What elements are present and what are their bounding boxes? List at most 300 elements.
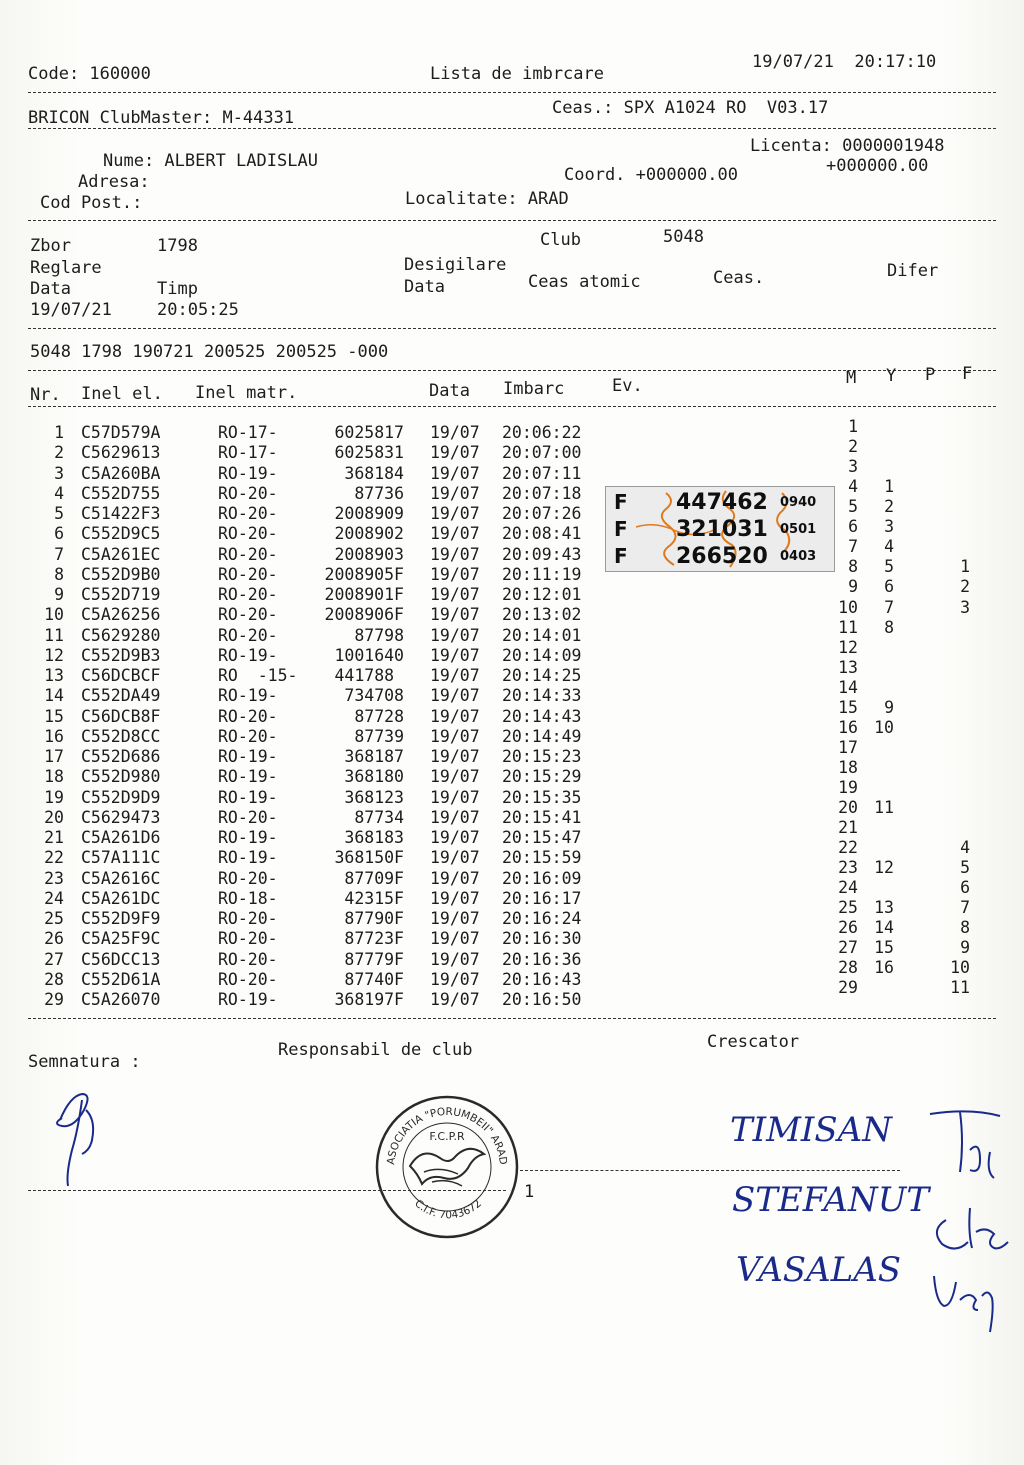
registration-serial: 2008903 [334,544,404,564]
registration-prefix: RO-20- [218,868,278,888]
license-label: Licenta: 0000001948 [750,136,945,156]
svg-text:C.I.F. 7043672: C.I.F. 7043672 [412,1197,484,1222]
boarding-time: 20:15:41 [502,807,582,827]
boarding-time: 20:15:29 [502,767,582,787]
col-m: 3 [848,457,858,477]
registration-prefix: RO-17- [218,423,278,442]
boarding-time: 20:16:50 [502,990,582,1009]
row-number: 8 [54,564,64,584]
registration-serial: 6025817 [334,423,404,442]
col-m: 21 [838,818,858,837]
boarding-time: 20:09:43 [502,544,582,564]
col-y: 4 [884,537,894,557]
arrival-date: 19/07 [430,483,480,503]
divider [28,220,996,221]
page-number: 1 [524,1182,535,1202]
seal-line: F 321031 0501 [614,517,817,542]
document-title: Lista de imbrcare [430,64,604,84]
arrival-date: 19/07 [430,787,480,807]
col-f: 1 [960,557,970,577]
boarding-time: 20:07:11 [502,463,582,483]
registration-prefix: RO-20- [218,524,278,544]
electronic-ring: C552D9C5 [81,524,161,544]
electronic-ring: C57A111C [81,848,161,868]
registration-prefix: RO-19- [218,686,278,706]
col-m: 2 [848,437,858,457]
boarding-time: 20:16:17 [502,888,582,908]
col-m: 27 [838,938,858,958]
handwritten-initials [920,1100,1020,1340]
col-y: 5 [884,557,894,577]
col-m: 11 [838,617,858,637]
registration-prefix: RO-19- [218,463,278,483]
handwritten-name-3: VASALAS [736,1250,902,1290]
club-round-stamp [372,1092,522,1240]
col-f: 9 [960,938,970,958]
row-number: 14 [44,686,64,706]
setting-time: 20:05:25 [157,300,239,320]
registration-serial: 368197F [334,990,404,1009]
table-row [0,657,1024,686]
registration-prefix: RO-20- [218,564,278,584]
club-label: Club [540,230,581,250]
clock-column-label: Ceas. [713,268,765,288]
col-m: 8 [848,557,858,577]
col-y: 3 [884,517,894,537]
seal-ring-sticker [605,486,835,572]
club-responsible-label: Responsabil de club [278,1040,473,1060]
col-f: 5 [960,858,970,878]
table-row [0,757,1024,787]
boarding-time: 20:16:09 [502,868,582,888]
boarding-time: 20:14:25 [502,666,582,685]
registration-prefix: RO-19- [218,645,278,665]
col-m: 14 [838,677,858,697]
registration-serial: 734708 [344,686,404,706]
row-number: 7 [54,544,64,564]
divider [28,406,996,407]
registration-serial: 2008906F [324,605,404,625]
arrival-date: 19/07 [430,828,480,847]
difference-label: Difer [887,261,939,281]
col-m: 4 [848,477,858,497]
col-y: 16 [874,958,894,978]
electronic-ring: C57D579A [81,423,161,442]
header-f: F [962,364,973,384]
registration-serial: 368184 [344,463,404,483]
boarding-time: 20:16:43 [502,969,582,989]
header-electronic-ring: Inel el. [81,384,163,404]
header-boarding: Imbarc [503,379,565,399]
arrival-date: 19/07 [430,868,480,888]
row-number: 29 [44,990,64,1009]
registration-prefix: RO-20- [218,544,278,564]
registration-prefix: RO-20- [218,585,278,604]
boarding-time: 20:14:49 [502,726,582,746]
boarding-time: 20:15:47 [502,828,582,847]
arrival-date: 19/07 [430,909,480,928]
col-y: 9 [884,697,894,717]
registration-prefix: RO-19- [218,848,278,868]
electronic-ring: C552D61A [81,969,161,989]
arrival-date: 19/07 [430,706,480,726]
electronic-ring: C552D8CC [81,726,161,746]
registration-prefix: RO-20- [218,625,278,645]
registration-serial: 2008901F [324,585,404,604]
electronic-ring: C5629473 [81,807,161,827]
registration-serial: 87728 [354,706,404,726]
electronic-ring: C5A2616C [81,868,161,888]
arrival-date: 19/07 [430,443,480,463]
electronic-ring: C552D9D9 [81,787,161,807]
boarding-time: 20:07:26 [502,504,582,523]
registration-prefix: RO-20- [218,949,278,969]
arrival-date: 19/07 [430,969,480,989]
seal-line: F 447462 0940 [614,490,817,515]
col-m: 22 [838,838,858,858]
clock-label: Ceas.: SPX A1024 RO V03.17 [552,98,829,118]
electronic-ring: C552D9B3 [81,645,161,665]
col-m: 19 [838,777,858,797]
registration-serial: 87740F [344,969,404,989]
row-number: 3 [54,463,64,483]
col-m: 29 [838,978,858,998]
divider [28,328,996,329]
svg-text:ASOCIATIA "PORUMBEII" ARAD: ASOCIATIA "PORUMBEII" ARAD [385,1105,509,1166]
col-m: 17 [838,737,858,757]
row-number: 15 [44,706,64,726]
boarding-time: 20:11:19 [502,564,582,584]
row-number: 11 [44,625,64,645]
row-number: 1 [54,423,64,442]
row-number: 12 [44,645,64,665]
table-row [0,717,1024,747]
registration-prefix: RO-19- [218,767,278,787]
seal-line: F 266520 0403 [614,544,817,569]
electronic-ring: C5A260BA [81,463,161,483]
boarding-time: 20:06:22 [502,423,582,442]
coordinates-label: Coord. +000000.00 [564,165,738,185]
arrival-date: 19/07 [430,564,480,584]
print-datetime: 19/07/21 20:17:10 [752,52,937,72]
setting-date: 19/07/21 [30,300,112,320]
unsealing-label: Desigilare [404,255,507,275]
boarding-time: 20:14:01 [502,625,582,645]
row-number: 23 [44,868,64,888]
row-number: 24 [44,888,64,908]
registration-prefix: RO-20- [218,483,278,503]
arrival-date: 19/07 [430,990,480,1009]
registration-serial: 87790F [344,909,404,928]
col-f: 4 [960,838,970,858]
table-row [0,417,1024,443]
registration-serial: 87736 [354,483,404,503]
row-number: 22 [44,848,64,868]
electronic-ring: C552D755 [81,483,161,503]
table-row [0,637,1024,666]
row-number: 18 [44,767,64,787]
time-label: Timp [157,279,198,299]
arrival-date: 19/07 [430,888,480,908]
registration-prefix: RO-20- [218,504,278,523]
registration-prefix: RO-20- [218,605,278,625]
col-f: 3 [960,597,970,617]
arrival-date: 19/07 [430,605,480,625]
handwritten-name-2: STEFANUT [732,1180,930,1220]
electronic-ring: C51422F3 [81,504,161,523]
col-y: 15 [874,938,894,958]
header-nr: Nr. [30,385,61,405]
boarding-time: 20:13:02 [502,605,582,625]
arrival-date: 19/07 [430,666,480,685]
header-registration-ring: Inel matr. [195,383,298,403]
signature-label: Semnatura : [28,1052,141,1072]
registration-prefix: RO-20- [218,969,278,989]
registration-serial: 368183 [344,828,404,847]
col-f: 11 [950,978,970,998]
table-row [0,437,1024,463]
registration-serial: 87739 [354,726,404,746]
table-row [0,737,1024,767]
electronic-ring: C552D980 [81,767,161,787]
col-f: 8 [960,918,970,938]
table-row [0,798,1024,828]
arrival-date: 19/07 [430,524,480,544]
registration-prefix: RO-20- [218,706,278,726]
setting-label: Reglare [30,258,102,278]
header-date: Data [429,381,470,401]
boarding-time: 20:15:23 [502,747,582,766]
header-p: P [925,365,936,385]
electronic-ring: C552D9B0 [81,564,161,584]
col-m: 15 [838,697,858,717]
registration-serial: 87723F [344,929,404,949]
boarding-time: 20:14:33 [502,686,582,706]
col-f: 2 [960,577,970,597]
table-row [0,617,1024,646]
registration-prefix: RO-20- [218,807,278,827]
col-f: 10 [950,958,970,978]
boarding-time: 20:07:18 [502,483,582,503]
electronic-ring: C552D9F9 [81,909,161,928]
divider [28,128,996,129]
registration-prefix: RO -15- [218,666,298,685]
col-m: 28 [838,958,858,978]
electronic-ring: C56DCC13 [81,949,161,969]
electronic-ring: C56DCBCF [81,666,161,685]
registration-prefix: RO-19- [218,747,278,766]
registration-prefix: RO-19- [218,990,278,1009]
electronic-ring: C552DA49 [81,686,161,706]
arrival-date: 19/07 [430,949,480,969]
registration-prefix: RO-19- [218,828,278,847]
boarding-time: 20:16:24 [502,909,582,928]
col-m: 16 [838,717,858,737]
boarding-time: 20:16:36 [502,949,582,969]
registration-serial: 87798 [354,625,404,645]
col-m: 13 [838,657,858,677]
arrival-date: 19/07 [430,504,480,523]
row-number: 17 [44,747,64,766]
arrival-date: 19/07 [430,807,480,827]
arrival-date: 19/07 [430,645,480,665]
atomic-clock-label: Ceas atomic [528,272,641,292]
col-y: 12 [874,858,894,878]
row-number: 5 [54,504,64,523]
coordinates-value-2: +000000.00 [826,156,929,176]
col-f: 7 [960,898,970,918]
arrival-date: 19/07 [430,625,480,645]
col-m: 5 [848,497,858,517]
registration-serial: 368187 [344,747,404,766]
arrival-date: 19/07 [430,686,480,706]
row-number: 19 [44,787,64,807]
registration-serial: 2008902 [334,524,404,544]
boarding-time: 20:14:09 [502,645,582,665]
locality-label: Localitate: ARAD [405,189,569,209]
header-event: Ev. [612,376,643,396]
arrival-date: 19/07 [430,463,480,483]
date-label: Data [30,279,71,299]
electronic-ring: C5A25F9C [81,929,161,949]
col-y: 6 [884,577,894,597]
electronic-ring: C5A261EC [81,544,161,564]
row-number: 28 [44,969,64,989]
header-m: M [846,368,857,388]
arrival-date: 19/07 [430,423,480,442]
col-f: 6 [960,878,970,898]
row-number: 16 [44,726,64,746]
handwritten-signature-left [40,1080,120,1190]
electronic-ring: C552D719 [81,585,161,604]
owner-name: Nume: ALBERT LADISLAU [103,151,318,171]
electronic-ring: C5A26256 [81,605,161,625]
col-m: 12 [838,637,858,657]
electronic-ring: C5A261D6 [81,828,161,847]
row-number: 21 [44,828,64,847]
arrival-date: 19/07 [430,585,480,604]
unsealing-date-label: Data [404,277,445,297]
col-m: 10 [838,597,858,617]
arrival-date: 19/07 [430,767,480,787]
registration-serial: 2008905F [324,564,404,584]
boarding-time: 20:15:35 [502,787,582,807]
registration-prefix: RO-20- [218,929,278,949]
registration-serial: 87734 [354,807,404,827]
divider [28,92,996,93]
col-m: 9 [848,577,858,597]
col-m: 24 [838,878,858,898]
row-number: 6 [54,524,64,544]
col-y: 8 [884,617,894,637]
arrival-date: 19/07 [430,848,480,868]
col-m: 25 [838,898,858,918]
boarding-time: 20:15:59 [502,848,582,868]
registration-prefix: RO-18- [218,888,278,908]
svg-text:F.C.P.R: F.C.P.R [429,1130,465,1143]
arrival-date: 19/07 [430,726,480,746]
col-y: 10 [874,717,894,737]
postal-code-label: Cod Post.: [40,193,143,213]
row-number: 20 [44,807,64,827]
flight-label: Zbor [30,236,71,256]
row-number: 2 [54,443,64,463]
address-label: Adresa: [78,172,150,192]
arrival-date: 19/07 [430,747,480,766]
registration-serial: 441788 [334,666,404,685]
registration-serial: 2008909 [334,504,404,523]
col-m: 6 [848,517,858,537]
registration-serial: 87709F [344,868,404,888]
col-m: 20 [838,798,858,817]
electronic-ring: C5A261DC [81,888,161,908]
flight-code-line: 5048 1798 190721 200525 200525 -000 [30,342,389,362]
electronic-ring: C5629613 [81,443,161,463]
code-label: Code: 160000 [28,64,151,84]
signature-line [520,1170,900,1171]
row-number: 4 [54,483,64,503]
row-number: 13 [44,666,64,685]
boarding-time: 20:14:43 [502,706,582,726]
registration-serial: 368180 [344,767,404,787]
col-m: 26 [838,918,858,938]
col-m: 18 [838,757,858,777]
row-number: 26 [44,929,64,949]
registration-prefix: RO-17- [218,443,278,463]
table-row [0,818,1024,848]
row-number: 10 [44,605,64,625]
club-master-label: BRICON ClubMaster: M-44331 [28,108,295,128]
boarding-time: 20:16:30 [502,929,582,949]
col-y: 11 [874,798,894,817]
row-number: 27 [44,949,64,969]
breeder-label: Crescator [707,1032,800,1052]
divider [28,1018,996,1019]
row-number: 25 [44,909,64,928]
electronic-ring: C552D686 [81,747,161,766]
registration-prefix: RO-19- [218,787,278,807]
boarding-time: 20:07:00 [502,443,582,463]
boarding-time: 20:08:41 [502,524,582,544]
registration-serial: 368123 [344,787,404,807]
registration-prefix: RO-20- [218,909,278,928]
col-m: 23 [838,858,858,878]
row-number: 9 [54,585,64,604]
electronic-ring: C56DCB8F [81,706,161,726]
arrival-date: 19/07 [430,929,480,949]
handwritten-name-1: TIMISAN [730,1110,892,1150]
col-m: 7 [848,537,858,557]
flight-number: 1798 [157,236,198,256]
col-y: 13 [874,898,894,918]
col-y: 2 [884,497,894,517]
col-y: 14 [874,918,894,938]
registration-serial: 6025831 [334,443,404,463]
electronic-ring: C5A26070 [81,990,161,1009]
electronic-ring: C5629280 [81,625,161,645]
col-y: 1 [884,477,894,497]
club-number: 5048 [663,227,704,247]
registration-serial: 368150F [334,848,404,868]
col-m: 1 [848,417,858,436]
registration-prefix: RO-20- [218,726,278,746]
header-y: Y [886,366,897,386]
registration-serial: 42315F [344,888,404,908]
registration-serial: 1001640 [334,645,404,665]
registration-serial: 87779F [344,949,404,969]
col-y: 7 [884,597,894,617]
boarding-time: 20:12:01 [502,585,582,604]
